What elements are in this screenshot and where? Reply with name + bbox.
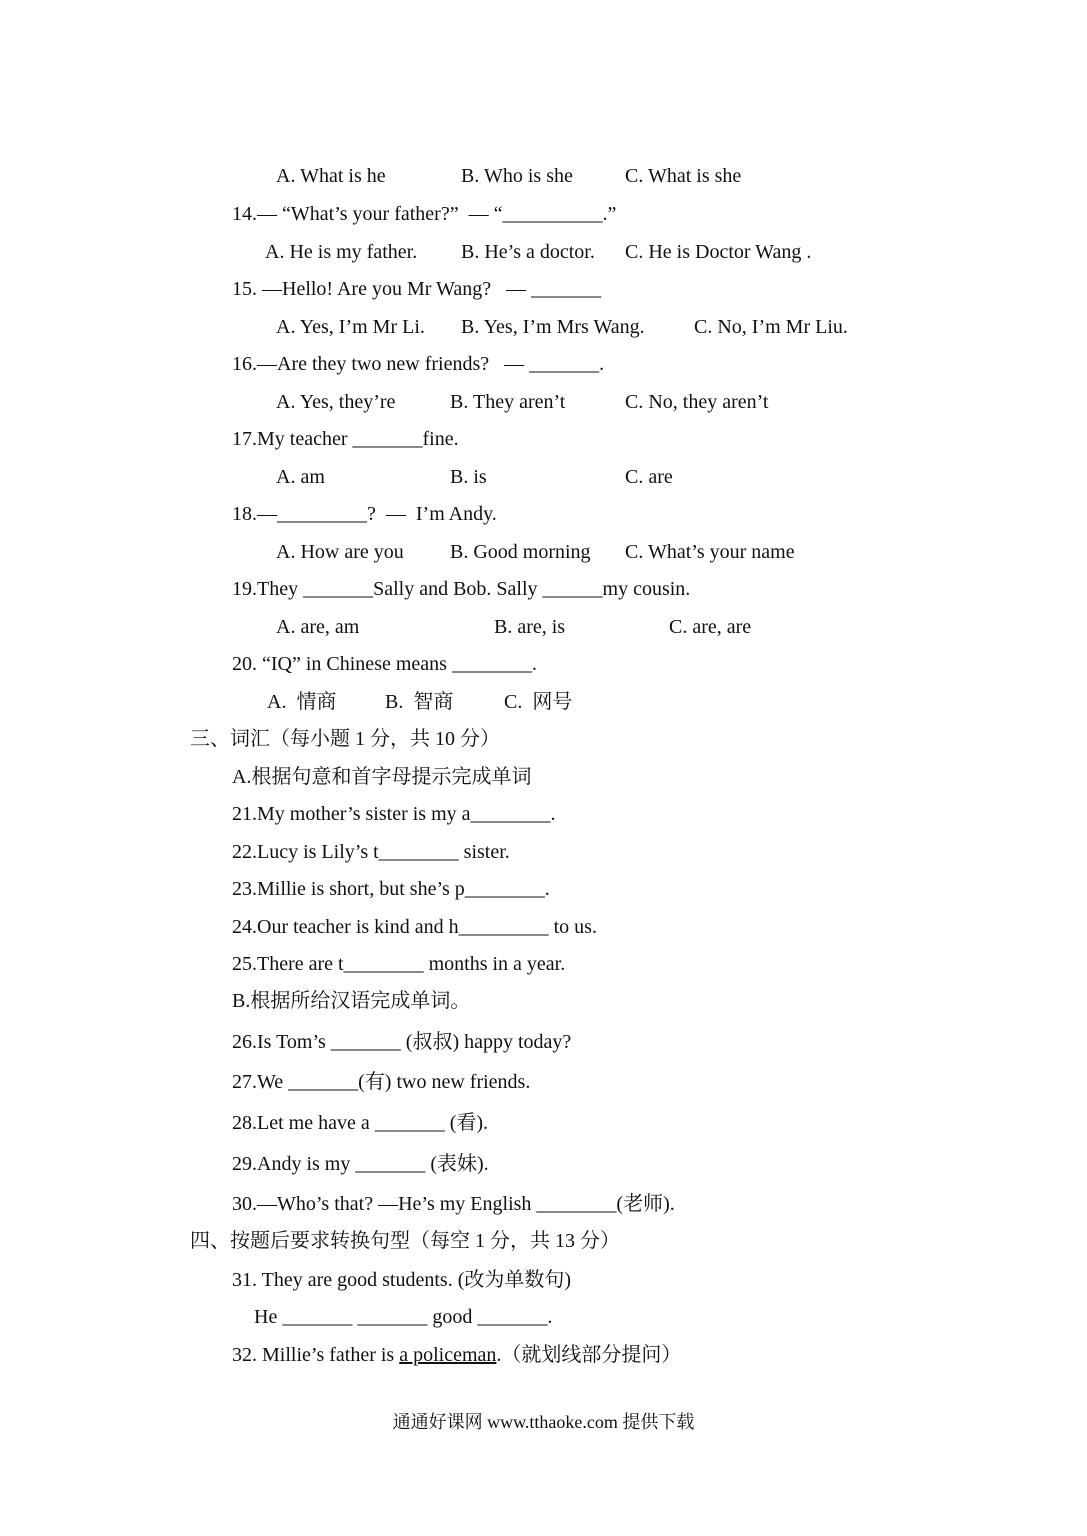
question-28: 28.Let me have a _______ (看).	[232, 1112, 489, 1134]
question-14: 14.— “What’s your father?” — “__________.”	[232, 203, 617, 225]
q15-option-a: A. Yes, I’m Mr Li.	[276, 316, 425, 338]
q14-option-b: B. He’s a doctor.	[461, 241, 595, 263]
section-4-heading: 四、按题后要求转换句型（每空 1 分，共 13 分）	[190, 1230, 620, 1252]
question-21: 21.My mother’s sister is my a________.	[232, 803, 556, 825]
q18-option-b: B. Good morning	[450, 541, 591, 563]
q15-option-c: C. No, I’m Mr Liu.	[694, 316, 848, 338]
question-29: 29.Andy is my _______ (表妹).	[232, 1153, 489, 1175]
question-30: 30.—Who’s that? —He’s my English ________(老师).	[232, 1193, 675, 1215]
question-32-suffix: .（就划线部分提问）	[496, 1344, 682, 1366]
q20-option-c: C. 网号	[504, 691, 573, 713]
q14-option-a: A. He is my father.	[265, 241, 418, 263]
q17-option-b: B. is	[450, 466, 487, 488]
question-26: 26.Is Tom’s _______ (叔叔) happy today?	[232, 1031, 572, 1053]
question-31-answer-line: He _______ _______ good _______.	[254, 1306, 553, 1328]
question-17: 17.My teacher _______fine.	[232, 428, 459, 450]
q20-option-b: B. 智商	[385, 691, 454, 713]
section-3a-instruction: A.根据句意和首字母提示完成单词	[232, 766, 532, 788]
question-20: 20. “IQ” in Chinese means ________.	[232, 653, 537, 675]
q19-option-b: B. are, is	[494, 616, 566, 638]
question-32	[232, 1343, 681, 1367]
question-25: 25.There are t________ months in a year.	[232, 953, 566, 975]
question-16: 16.—Are they two new friends? — _______.	[232, 353, 605, 375]
q18-option-a: A. How are you	[276, 541, 404, 563]
q16-option-a: A. Yes, they’re	[276, 391, 396, 413]
q16-option-b: B. They aren’t	[450, 391, 566, 413]
question-31: 31. They are good students. (改为单数句)	[232, 1269, 572, 1291]
question-32-underlined: a policeman	[399, 1344, 497, 1366]
q13-option-a: A. What is he	[276, 165, 386, 187]
q19-option-c: C. are, are	[669, 616, 752, 638]
section-3-heading: 三、词汇（每小题 1 分，共 10 分）	[190, 728, 500, 750]
section-3b-instruction: B.根据所给汉语完成单词。	[232, 990, 471, 1012]
question-19: 19.They _______Sally and Bob. Sally ______my cousin.	[232, 578, 691, 600]
question-27: 27.We _______(有) two new friends.	[232, 1071, 531, 1093]
q13-option-b: B. Who is she	[461, 165, 573, 187]
q17-option-a: A. am	[276, 466, 325, 488]
q14-option-c: C. He is Doctor Wang .	[625, 241, 812, 263]
question-22: 22.Lucy is Lily’s t________ sister.	[232, 841, 510, 863]
q16-option-c: C. No, they aren’t	[625, 391, 769, 413]
question-24: 24.Our teacher is kind and h_________ to us.	[232, 916, 597, 938]
q20-option-a: A. 情商	[267, 691, 337, 713]
q19-option-a: A. are, am	[276, 616, 360, 638]
question-32-prefix: 32. Millie’s father is	[232, 1344, 400, 1366]
q17-option-c: C. are	[625, 466, 673, 488]
q18-option-c: C. What’s your name	[625, 541, 795, 563]
footer-source: 通通好课网 www.tthaoke.com 提供下载	[392, 1412, 695, 1432]
q13-option-c: C. What is she	[625, 165, 742, 187]
q15-option-b: B. Yes, I’m Mrs Wang.	[461, 316, 645, 338]
question-18: 18.—_________? — I’m Andy.	[232, 503, 497, 525]
question-15: 15. —Hello! Are you Mr Wang? — _______	[232, 278, 602, 300]
question-23: 23.Millie is short, but she’s p________.	[232, 878, 550, 900]
